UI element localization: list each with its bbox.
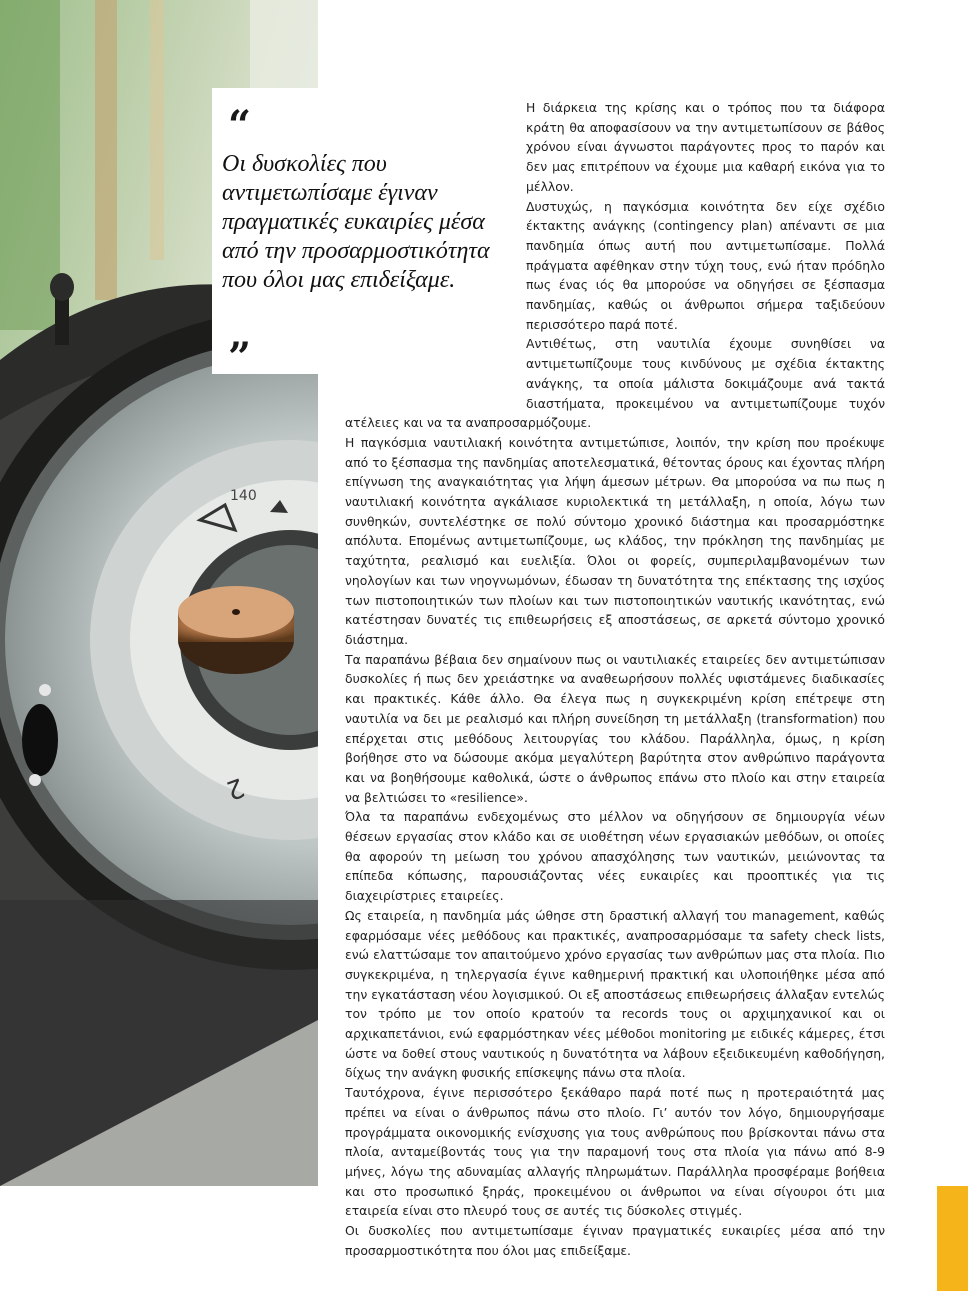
article-paragraph: Αντιθέτως, στη ναυτιλία έχουμε συνηθίσει να αντιμετωπίζουμε τους κινδύνους με σχέδια έκτακτης ανάγκης, τα οποία μάλιστα δοκιμάζουμε ανά τακτά διαστήματα, προκειμένου να αντιμετωπίζουμε τυχόν ατέλειες και να τα αναπροσαρμόζουμε. bbox=[345, 336, 885, 431]
article-paragraph: Τα παραπάνω βέβαια δεν σημαίνουν πως οι ναυτιλιακές εταιρείες δεν αντιμετώπισαν δυσκολίες ή πως δεν χρειάστηκε να αναθεωρήσουν πολλές υφιστάμενες διαδικασίες και πρακτικές. Κάθε άλλο. Θα έλεγα πως η συγκεκριμένη κρίση επέτρεψε στη ναυτιλία να δει με ρεαλισμό και πλήρη συνείδηση τη μετάλλαξη (transformation) που επέρχεται στις μεθόδους λειτουργίας του κλάδου. Παράλληλα, όμως, η κρίση βοήθησε στο να δώσουμε ακόμα μεγαλύτερη βαρύτητα στον ανθρώπινο παράγοντα και να βοηθήσουμε καθολικά, ώστε ο άνθρωπος επάνω στο πλοίο και στην εταιρεία να βελτιώσει το «resilience». bbox=[345, 651, 885, 805]
article-paragraph: Όλα τα παραπάνω ενδεχομένως στο μέλλον να οδηγήσουν σε δημιουργία νέων θέσεων εργασίας στον κλάδο και σε υιοθέτηση νέων εργασιακών μεθόδων, οι οποίες θα αφορούν τη μείωση του χρόνου απασχόλησης των ναυτικών, μειώνοντας τα επίπεδα κόπωσης, παρουσιάζοντας νέες ευκαιρίες και προοπτικές για τις διαχειρίστριες εταιρείες. bbox=[345, 809, 885, 904]
dial-label-140: 140 bbox=[230, 488, 257, 504]
open-quote-icon: “ bbox=[228, 102, 252, 149]
article-paragraph: Η διάρκεια της κρίσης και ο τρόπος που τα διάφορα κράτη θα αποφασίσουν να την αντιμετωπίσουν σε βάθος χρόνου είναι άγνωστοι παράγοντες προς το παρόν και δεν μας επιτρέπουν να έχουμε μια καθαρή εικόνα για το μέλλον. bbox=[526, 100, 885, 194]
article-paragraph: Δυστυχώς, η παγκόσμια κοινότητα δεν είχε σχέδιο έκτακτης ανάγκης (contingency plan) απέναντι σε μια πανδημία όπως αυτή που αντιμετωπίσαμε. Πολλά πράγματα αφέθηκαν στην τύχη τους, ενώ ήταν πρόδηλο πως ένας ιός θα μπορούσε να οδηγήσει σε ξέσπασμα πανδημίας, καθώς οι άνθρωποι σήμερα ταξιδεύουν περισσότερο παρά ποτέ. bbox=[526, 198, 885, 332]
article-paragraph: Ταυτόχρονα, έγινε περισσότερο ξεκάθαρο παρά ποτέ πως η προτεραιότητά μας πρέπει να είναι ο άνθρωπος πάνω στο πλοίο. Γι’ αυτόν τον λόγο, δημιουργήσαμε προγράμματα οικονομικής ενίσχυσης για τους ανθρώπους που βρίσκονται πάνω στα πλοία, ανταμείβοντάς τους για την παραμονή τους στα πλοία για πάνω από 8-9 μήνες, λόγω της αδυναμίας αλλαγής πληρωμάτων. Παράλληλα προσφέραμε βοήθεια και στο προσωπικό ξηράς, προκειμένου οι άνθρωποι να είναι σίγουροι ότι μια εταιρεία είναι στο πλευρό τους σε αυτές τις δύσκολες στιγμές. bbox=[345, 1085, 885, 1219]
page-edge-tab bbox=[937, 1186, 968, 1291]
dial-label-2: 2 bbox=[222, 771, 248, 806]
article-body bbox=[345, 98, 885, 1260]
article-paragraph: Ως εταιρεία, η πανδημία μάς ώθησε στη δραστική αλλαγή του management, καθώς εφαρμόσαμε νέες μεθόδους και πρακτικές, αναπροσαρμόσαμε τα safety check lists, ενώ ελαττώσαμε τον απαιτούμενο χρόνο εργασίας των ανθρώπων μας στα πλοία. Πιο συγκεκριμένα, η τηλεργασία έγινε καθημερινή πρακτική και υλοποιήθηκε μέσα από την εγκατάσταση νέου λογισμικού. Οι εξ αποστάσεως επιθεωρήσεις άλλαξαν εντελώς τον τρόπο με τον οποίο κρατούν τα records τους οι αρχιμηχανικοί και οι αρχικαπετάνιοι, ενώ εφαρμόστηκαν νέες μέθοδοι monitoring με ειδικές κάμερες, έτσι ώστε να δοθεί στους ναυτικούς η δυνατότητα να λάβουν εξειδικευμένη καθοδήγηση, δίχως την ανάγκη φυσικής επίσκεψης πάνω στα πλοία. bbox=[345, 907, 885, 1081]
layout-spacer bbox=[345, 98, 526, 396]
close-quote-icon: ” bbox=[228, 334, 252, 381]
article-paragraph: Οι δυσκολίες που αντιμετωπίσαμε έγιναν πραγματικές ευκαιρίες μέσα από την προσαρμοστικότητα που όλοι μας επιδείξαμε. bbox=[345, 1223, 885, 1258]
article-paragraph: Η παγκόσμια ναυτιλιακή κοινότητα αντιμετώπισε, λοιπόν, την κρίση που προέκυψε από το ξέσπασμα της πανδημίας αποτελεσματικά, θέτοντας όρους και έχοντας πλήρη επίγνωση της αναγκαιότητας για λήψη άμεσων μέτρων. Θα μπορούσα να πω πως η ναυτιλιακή κοινότητα αγκάλιασε κυριολεκτικά τη μετάλλαξη, η οποία, λόγω των συνθηκών, συντελέστηκε σε πολύ σύντομο χρονικό διάστημα και προσαρμόστηκε απόλυτα. Επομένως αντιμετωπίζουμε, ως κλάδος, την πρόκληση της πανδημίας με ταχύτητα, ρεαλισμό και ευελιξία. Όλοι οι φορείς, συμπεριλαμβανομένων των νηολογίων και των νηογνωμόνων, έδωσαν τη δυνατότητα της επέκτασης της ισχύος των πιστοποιητικών των πλοίων και των πιστοποιητικών ναυτικής ικανότητας, ενώ κατέστησαν δυνατές τις επιθεωρήσεις εξ αποστάσεως, σε αρκετά σύντομο χρονικό διάστημα. bbox=[345, 434, 885, 647]
pull-quote-text: Οι δυσκολίες που αντιμετωπίσαμε έγιναν πραγματικές ευκαιρίες μέσα από την προσαρμοστικότητα που όλοι μας επιδείξαμε. bbox=[222, 151, 490, 293]
